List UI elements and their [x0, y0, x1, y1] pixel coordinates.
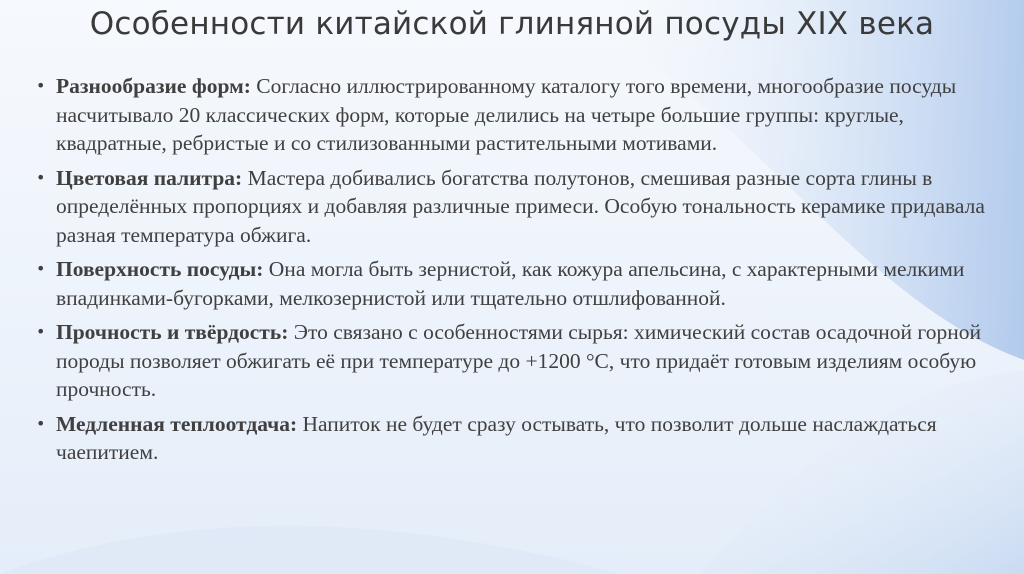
- list-item: [36, 410, 996, 467]
- item-text: Согласно иллюстрированному каталогу того времени, многообразие посуды насчитывало 20 классических форм, которые делились на четыре большие группы: круглые, квадратные, ребристые и со стилизованными растительными мотивами.: [56, 74, 957, 155]
- bullet-icon: •: [36, 322, 46, 341]
- item-term: Поверхность посуды:: [56, 257, 264, 281]
- bullet-icon: •: [36, 413, 46, 433]
- item-text: Она могла быть зернистой, как кожура апельсина, с характерными мелкими впадинками-бугорками, мелкозернистой или тщательно отшлифованной.: [56, 257, 965, 310]
- list-item: [36, 318, 996, 404]
- slide-title: Особенности китайской глиняной посуды XIX века: [89, 6, 935, 42]
- item-text: Мастера добивались богатства полутонов, смешивая разные сорта глины в определённых пропорциях и добавляя различные примеси. Особую тональность керамике придавала разная температура обжига.: [56, 165, 985, 247]
- list-item: [36, 72, 996, 158]
- list-item: [36, 164, 996, 250]
- bullet-list: [36, 72, 996, 473]
- item-text: Это связано с особенностями сырья: химический состав осадочной горной породы позволяет обжигать её при температуре до +1200 °С, что придаёт готовым изделиям особую прочность.: [56, 320, 981, 401]
- item-term: Медленная теплоотдача:: [56, 411, 298, 436]
- item-text: Напиток не будет сразу остывать, что позволит дольше наслаждаться чаепитием.: [56, 411, 937, 464]
- bullet-icon: •: [36, 167, 46, 187]
- list-item: [36, 255, 996, 312]
- item-term: Цветовая палитра:: [56, 165, 243, 190]
- bullet-icon: •: [36, 259, 46, 278]
- item-term: Разнообразие форм:: [56, 74, 251, 98]
- item-term: Прочность и твёрдость:: [56, 320, 289, 344]
- bullet-icon: •: [36, 76, 46, 95]
